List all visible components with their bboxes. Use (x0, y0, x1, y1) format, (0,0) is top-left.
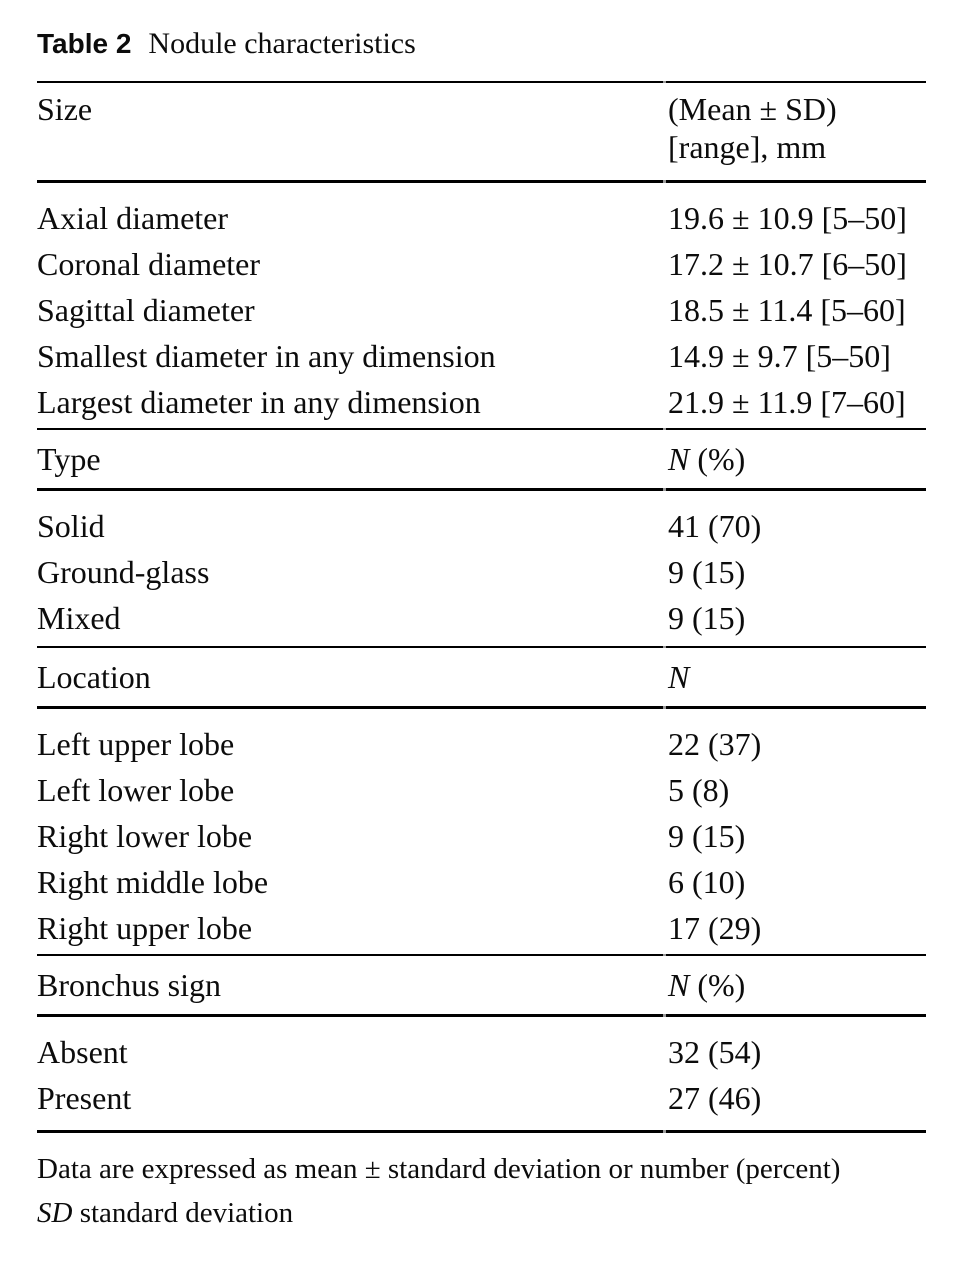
row-value-cell: 17 (29) (668, 910, 762, 946)
table-row (37, 241, 926, 287)
table-row (37, 813, 926, 859)
row-label-cell: Smallest diameter in any dimension (37, 338, 496, 374)
section-size (37, 183, 926, 428)
table-block (37, 0, 926, 1235)
header-value-cell (668, 430, 926, 488)
table-row (37, 195, 926, 241)
table-caption (37, 0, 926, 61)
header-value-line2: [range], mm (668, 129, 827, 165)
table-row (37, 1029, 926, 1075)
header-value-cell (668, 90, 926, 180)
row-value-cell: 14.9 ± 9.7 [5–50] (668, 338, 891, 374)
row-label-cell: Axial diameter (37, 200, 229, 236)
row-value-cell: 32 (54) (668, 1034, 762, 1070)
header-label-cell: Type (37, 441, 101, 477)
section-header-type (37, 430, 926, 488)
section-location (37, 709, 926, 954)
row-label-cell: Sagittal diameter (37, 292, 255, 328)
header-label-cell: Size (37, 91, 93, 127)
header-value-italic: N (668, 967, 690, 1003)
row-value-cell: 19.6 ± 10.9 [5–50] (668, 200, 907, 236)
row-label-cell: Largest diameter in any dimension (37, 384, 481, 420)
row-label-cell: Absent (37, 1034, 128, 1070)
row-label-cell: Left upper lobe (37, 726, 235, 762)
table-caption-text: Nodule characteristics (148, 27, 416, 60)
table-row (37, 333, 926, 379)
header-value-italic: N (668, 659, 690, 695)
table-row (37, 287, 926, 333)
row-label-cell: Ground-glass (37, 554, 210, 590)
row-label-cell: Left lower lobe (37, 772, 235, 808)
table-footnotes (37, 1147, 926, 1235)
table-row (37, 767, 926, 813)
row-value-cell: 9 (15) (668, 600, 746, 636)
section-bronchus-sign (37, 1017, 926, 1130)
row-label-cell: Right upper lobe (37, 910, 253, 946)
table-row (37, 595, 926, 641)
footnote-sd-abbr: SD (37, 1197, 73, 1229)
header-label-cell: Bronchus sign (37, 967, 221, 1003)
section-type (37, 491, 926, 646)
row-value-cell: 27 (46) (668, 1080, 762, 1116)
row-label-cell: Coronal diameter (37, 246, 261, 282)
row-value-cell: 6 (10) (668, 864, 746, 900)
table-row (37, 379, 926, 425)
row-label-cell: Present (37, 1080, 132, 1116)
table-row (37, 503, 926, 549)
footnote-sd-definition (37, 1191, 926, 1235)
row-value-cell: 21.9 ± 11.9 [7–60] (668, 384, 906, 420)
header-value-cell (668, 648, 926, 706)
table-row (37, 859, 926, 905)
row-label-cell: Solid (37, 508, 105, 544)
table-row (37, 905, 926, 951)
row-value-cell: 9 (15) (668, 554, 746, 590)
row-label-cell: Mixed (37, 600, 121, 636)
table-row (37, 1075, 926, 1121)
row-value-cell: 5 (8) (668, 772, 730, 808)
row-value-cell: 22 (37) (668, 726, 762, 762)
section-header-size (37, 83, 926, 180)
footnote-data-note: Data are expressed as mean ± standard deviation or number (percent) (37, 1153, 841, 1185)
row-value-cell: 17.2 ± 10.7 [6–50] (668, 246, 907, 282)
row-value-cell: 18.5 ± 11.4 [5–60] (668, 292, 906, 328)
header-value-cell (668, 956, 926, 1014)
section-header-bronchus-sign (37, 956, 926, 1014)
header-value-line1: (Mean ± SD) (668, 91, 837, 127)
table-caption-label: Table 2 (37, 28, 132, 59)
header-value-italic: N (668, 441, 690, 477)
row-label-cell: Right middle lobe (37, 864, 269, 900)
table-rule-bottom (37, 1130, 926, 1133)
table-row (37, 721, 926, 767)
header-value-rest: (%) (689, 967, 746, 1003)
row-value-cell: 41 (70) (668, 508, 762, 544)
header-label-cell: Location (37, 659, 151, 695)
row-label-cell: Right lower lobe (37, 818, 253, 854)
section-header-location (37, 648, 926, 706)
table-row (37, 549, 926, 595)
row-value-cell: 9 (15) (668, 818, 746, 854)
header-value-rest: (%) (689, 441, 746, 477)
footnote-sd-text: standard deviation (72, 1197, 294, 1229)
